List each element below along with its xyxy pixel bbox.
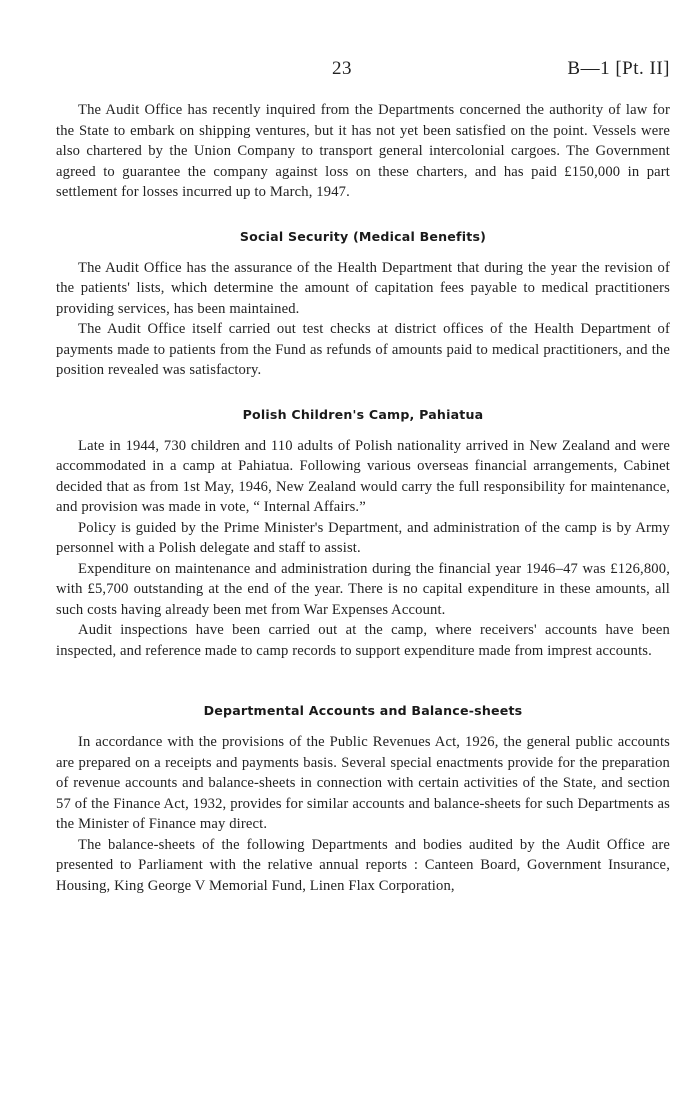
section-heading-departmental-accounts: Departmental Accounts and Balance-sheets bbox=[203, 703, 523, 718]
section-social-security bbox=[56, 229, 670, 381]
paragraph: Policy is guided by the Prime Minister's Department, and administration of the camp is by Army personnel with a Polish delegate and staff to assist. bbox=[56, 519, 670, 556]
paragraph: The Audit Office has the assurance of the Health Department that during the year the revision of the patients' lists, which determine the amount of capitation fees payable to medical practitioners providing services, has been maintained. bbox=[56, 259, 670, 317]
section-polish-camp bbox=[56, 407, 670, 662]
paragraph: Late in 1944, 730 children and 110 adults of Polish nationality arrived in New Zealand and were accommodated in a camp at Pahiatua. Following various overseas financial arrangements, Cabinet decided that as from 1st May, 1946, New Zealand would carry the full responsibility for maintenance, and provision was made in vote, “ Internal Affairs.” bbox=[56, 437, 670, 515]
page-body bbox=[56, 100, 670, 896]
section-departmental-accounts bbox=[56, 703, 670, 896]
page-number: 23 bbox=[332, 58, 352, 79]
section-heading-polish-camp: Polish Children's Camp, Pahiatua bbox=[242, 406, 484, 422]
paragraph: Audit inspections have been carried out at the camp, where receivers' accounts have been inspected, and reference made to camp records to support expenditure made from imprest accounts. bbox=[56, 622, 670, 659]
intro-paragraph: The Audit Office has recently inquired from the Departments concerned the authority of law for the State to embark on shipping ventures, but it has not yet been satisfied on the point. Vessels were also chartered by the Union Company to transport general intercolonial cargoes. The Government agreed to guarantee the company against loss on these charters, and has paid £150,000 in part settlement for losses incurred up to March, 1947. bbox=[56, 102, 670, 200]
paragraph: Expenditure on maintenance and administration during the financial year 1946–47 was £126,800, with £5,700 outstanding at the end of the year. There is no capital expenditure in these amounts, all such costs having already been met from War Expenses Account. bbox=[56, 560, 670, 618]
paragraph: The balance-sheets of the following Departments and bodies audited by the Audit Office are presented to Parliament with the relative annual reports : Canteen Board, Government Insurance, Housing, King George V Memorial Fund, Linen Flax Corporation, bbox=[56, 836, 670, 894]
paragraph: In accordance with the provisions of the Public Revenues Act, 1926, the general public accounts are prepared on a receipts and payments basis. Several special enactments provide for the preparation of revenue accounts and balance-sheets in connection with certain activities of the State, and section 57 of the Finance Act, 1932, provides for similar accounts and balance-sheets for such Departments as the Minister of Finance may direct. bbox=[56, 734, 670, 832]
paragraph: The Audit Office itself carried out test checks at district offices of the Health Department of payments made to patients from the Fund as refunds of amounts paid to medical practitioners, and the position revealed was satisfactory. bbox=[56, 321, 670, 378]
document-reference: B—1 [Pt. II] bbox=[567, 58, 670, 79]
page-header bbox=[0, 58, 700, 82]
section-heading-social-security: Social Security (Medical Benefits) bbox=[239, 228, 487, 244]
